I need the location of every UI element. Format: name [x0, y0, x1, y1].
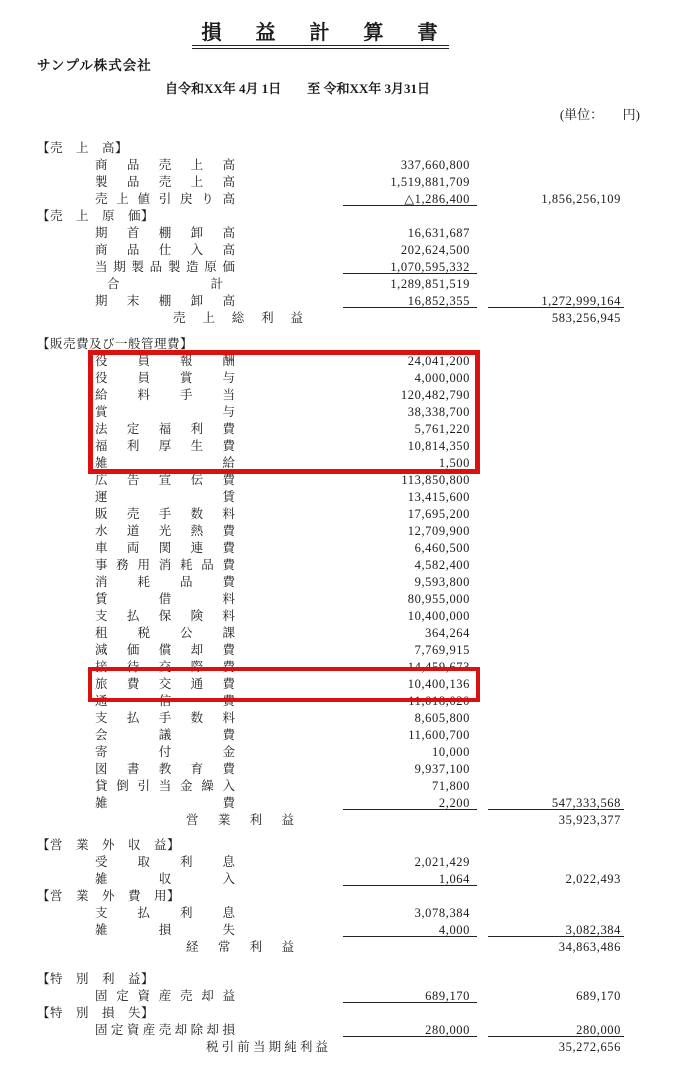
account-label: 給料手当 [95, 388, 235, 402]
account-label: 図書教育費 [95, 762, 235, 776]
account-label: 商品仕入高 [95, 243, 235, 257]
amount-col1: 1,064 [343, 871, 477, 886]
amount-col1: 11,600,700 [408, 728, 470, 742]
account-label: 【売 上 原 価】 [37, 209, 155, 223]
account-label: 受取利息 [95, 855, 235, 869]
account-row [0, 404, 681, 421]
account-label: 合計 [107, 277, 223, 291]
account-label: 消耗品費 [95, 575, 235, 589]
account-row [0, 710, 681, 727]
account-label: 【特 別 損 失】 [37, 1006, 155, 1020]
account-label: 期末棚卸高 [95, 294, 235, 308]
account-row [0, 837, 681, 854]
account-row [0, 642, 681, 659]
account-row [0, 727, 681, 744]
account-row [0, 370, 681, 387]
account-label: 通信費 [95, 694, 235, 708]
account-row [0, 387, 681, 404]
account-row [0, 888, 681, 905]
account-label: 経常利益 [186, 940, 294, 954]
amount-col1: 1,500 [438, 456, 470, 470]
amount-col2: 3,082,384 [488, 922, 624, 937]
account-row [0, 472, 681, 489]
account-label: 車両関連費 [95, 541, 235, 555]
account-row [0, 540, 681, 557]
amount-col1: 38,338,700 [407, 405, 470, 419]
amount-col2: 1,272,999,164 [488, 293, 624, 308]
account-row [0, 574, 681, 591]
amount-col1: 12,709,900 [407, 524, 470, 538]
account-row [0, 905, 681, 922]
account-row [0, 988, 681, 1005]
amount-col2: 34,863,486 [558, 940, 621, 954]
account-row [0, 854, 681, 871]
account-row [0, 208, 681, 225]
amount-col1: 10,400,136 [407, 677, 470, 691]
account-label: 法定福利費 [95, 422, 235, 436]
amount-col1: 16,631,687 [407, 226, 470, 240]
account-label: 【販売費及び一般管理費】 [37, 337, 194, 351]
account-row [0, 353, 681, 370]
amount-col2: 547,333,568 [488, 795, 624, 810]
amount-col1: 11,018,020 [408, 694, 470, 708]
account-row [0, 659, 681, 676]
account-row [0, 761, 681, 778]
account-label: 売上値引戻り高 [95, 192, 235, 206]
amount-col1: 337,660,800 [400, 158, 470, 172]
amount-col1: 120,482,790 [400, 388, 470, 402]
account-row [0, 778, 681, 795]
amount-col1: 1,289,851,519 [390, 277, 470, 291]
amount-col1: 202,624,500 [400, 243, 470, 257]
statement-rows [0, 140, 681, 1056]
account-row [0, 922, 681, 939]
account-label: 製品売上高 [95, 175, 235, 189]
document-title-text: 損 益 計 算 書 [192, 22, 449, 49]
account-label: 支払保険料 [95, 609, 235, 623]
account-label: 【売 上 高】 [37, 141, 129, 155]
account-label: 減価償却費 [95, 643, 235, 657]
accounting-period: 自令和XX年 4月 1日 至 令和XX年 3月31日 [165, 81, 431, 96]
account-row [0, 1039, 681, 1056]
amount-col2: 2,022,493 [565, 872, 621, 886]
amount-col1: 10,000 [432, 745, 470, 759]
account-row [0, 744, 681, 761]
amount-col1: 1,519,881,709 [390, 175, 470, 189]
amount-col1: 9,937,100 [414, 762, 470, 776]
account-label: 寄付金 [95, 745, 235, 759]
amount-col2: 280,000 [488, 1022, 624, 1037]
account-row [0, 557, 681, 574]
amount-col1: 17,695,200 [407, 507, 470, 521]
amount-col1: 13,415,600 [407, 490, 470, 504]
account-label: 期首棚卸高 [95, 226, 235, 240]
amount-col1: 4,000,000 [414, 371, 470, 385]
amount-col1: 3,078,384 [414, 906, 470, 920]
amount-col1: 7,769,915 [414, 643, 470, 657]
account-row [0, 157, 681, 174]
account-label: 【営 業 外 費 用】 [37, 889, 181, 903]
amount-col1: 2,021,429 [414, 855, 470, 869]
account-row [0, 489, 681, 506]
amount-col1: 16,852,355 [343, 293, 477, 308]
amount-col1: 4,000 [343, 922, 477, 937]
account-row [0, 795, 681, 812]
account-row [0, 455, 681, 472]
account-label: 雑収入 [95, 872, 235, 886]
account-label: 役員報酬 [95, 354, 235, 368]
account-label: 商品売上高 [95, 158, 235, 172]
account-row [0, 693, 681, 710]
account-label: 売上総利益 [173, 311, 303, 325]
account-label: 賞与 [95, 405, 235, 419]
account-label: 貸倒引当金繰入 [95, 779, 235, 793]
account-label: 販売手数料 [95, 507, 235, 521]
account-row [0, 608, 681, 625]
amount-col1: 689,170 [343, 988, 477, 1003]
amount-col1: 5,761,220 [414, 422, 470, 436]
account-label: 事務用消耗品費 [95, 558, 235, 572]
account-row [0, 939, 681, 956]
amount-col1: △1,286,400 [343, 191, 477, 206]
account-label: 営業利益 [186, 813, 294, 827]
account-label: 当期製品製造原価 [95, 260, 235, 274]
amount-col2: 583,256,945 [551, 311, 621, 325]
account-label: 福利厚生費 [95, 439, 235, 453]
account-label: 雑損失 [95, 923, 235, 937]
account-label: 租税公課 [95, 626, 235, 640]
account-row [0, 310, 681, 327]
amount-col1: 280,000 [343, 1022, 477, 1037]
amount-col1: 113,850,800 [401, 473, 470, 487]
account-label: 【営 業 外 収 益】 [37, 838, 181, 852]
account-row [0, 591, 681, 608]
account-row [0, 871, 681, 888]
account-row [0, 174, 681, 191]
account-label: 支払利息 [95, 906, 235, 920]
amount-col1: 2,200 [343, 795, 477, 810]
account-row [0, 259, 681, 276]
account-label: 支払手数料 [95, 711, 235, 725]
account-row [0, 140, 681, 157]
account-row [0, 242, 681, 259]
account-row [0, 276, 681, 293]
unit-label: (単位： 円) [559, 107, 640, 122]
account-label: 【特 別 利 益】 [37, 972, 155, 986]
account-label: 接待交際費 [95, 660, 235, 674]
amount-col2: 35,272,656 [558, 1040, 621, 1054]
account-row [0, 293, 681, 310]
amount-col1: 71,800 [432, 779, 470, 793]
company-name: サンプル株式会社 [37, 58, 152, 73]
account-label: 固定資産売却益 [95, 989, 235, 1003]
account-label: 広告宣伝費 [95, 473, 235, 487]
document-title [0, 16, 640, 45]
account-label: 会議費 [95, 728, 235, 742]
amount-col1: 10,814,350 [407, 439, 470, 453]
account-label: 運賃 [95, 490, 235, 504]
amount-col2: 35,923,377 [558, 813, 621, 827]
account-row [0, 225, 681, 242]
account-label: 雑給 [95, 456, 235, 470]
account-row [0, 812, 681, 829]
amount-col1: 4,582,400 [414, 558, 470, 572]
amount-col1: 24,041,200 [407, 354, 470, 368]
account-row [0, 191, 681, 208]
amount-col1: 9,593,800 [414, 575, 470, 589]
account-label: 雑費 [95, 796, 235, 810]
account-row [0, 421, 681, 438]
amount-col1: 8,605,800 [414, 711, 470, 725]
amount-col1: 80,955,000 [407, 592, 470, 606]
account-row [0, 1005, 681, 1022]
account-label: 固定資産売却除却損 [95, 1023, 235, 1037]
account-row [0, 971, 681, 988]
account-label: 旅費交通費 [95, 677, 235, 691]
amount-col1: 1,070,595,332 [343, 259, 477, 274]
amount-col1: 6,460,500 [414, 541, 470, 555]
account-row [0, 336, 681, 353]
amount-col1: 14,459,673 [407, 660, 470, 674]
amount-col1: 364,264 [425, 626, 470, 640]
account-label: 水道光熱費 [95, 524, 235, 538]
account-row [0, 1022, 681, 1039]
account-row [0, 506, 681, 523]
account-row [0, 523, 681, 540]
amount-col1: 10,400,000 [407, 609, 470, 623]
account-row [0, 438, 681, 455]
account-label: 役員賞与 [95, 371, 235, 385]
account-row [0, 676, 681, 693]
account-label: 税引前当期純利益 [206, 1040, 328, 1054]
account-row [0, 625, 681, 642]
amount-col2: 1,856,256,109 [541, 192, 621, 206]
account-label: 賃借料 [95, 592, 235, 606]
amount-col2: 689,170 [576, 989, 621, 1003]
